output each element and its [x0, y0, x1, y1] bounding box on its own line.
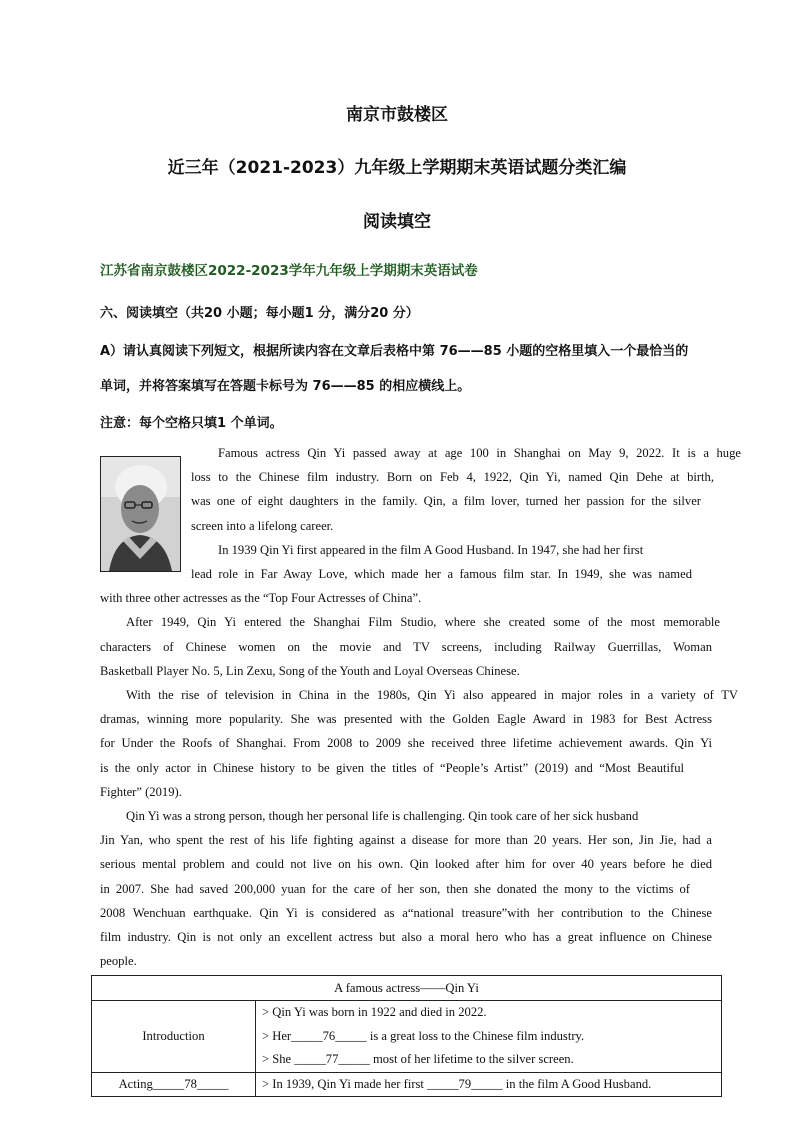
instruction-line-a: A）请认真阅读下列短文，根据所读内容在文章后表格中第 76——85 小题的空格里填入一个最恰当的: [100, 344, 689, 359]
row-label: Introduction: [92, 1001, 256, 1073]
passage-line: with three other actresses as the “Top Four Actresses of China”.: [100, 591, 422, 606]
document-title: 南京市鼓楼区: [346, 105, 448, 125]
passage-line: loss to the Chinese film industry. Born on Feb 4, 1922, Qin Yi, named Qin Dehe at birth,: [191, 470, 714, 485]
table-row: [92, 1001, 722, 1073]
table-caption: A famous actress——Qin Yi: [92, 976, 722, 1001]
passage-line: for Under the Roofs of Shanghai. From 2008 to 2009 she received three lifetime achievement awards. Qin Yi: [100, 736, 712, 751]
instruction-note: 注意：每个空格只填1 个单词。: [100, 416, 283, 431]
passage-line: was one of eight daughters in the family. Qin, a film lover, turned her passion for the silver: [191, 494, 701, 509]
passage-line: characters of Chinese women on the movie and TV screens, including Railway Guerrillas, Woman: [100, 639, 712, 654]
detail-line: > Her_____76_____ is a great loss to the Chinese film industry.: [262, 1028, 585, 1043]
row-details: [256, 1072, 722, 1097]
passage-line: screen into a lifelong career.: [191, 518, 334, 533]
detail-line: > She _____77_____ most of her lifetime to the silver screen.: [262, 1052, 574, 1066]
source-exam-title: 江苏省南京鼓楼区2022-2023学年九年级上学期期末英语试卷: [100, 263, 478, 279]
passage-line: Jin Yan, who spent the rest of his life fighting against a disease for more than 20 years. Her son, Jin Jie, had a: [100, 833, 712, 848]
passage-line: Qin Yi was a strong person, though her personal life is challenging. Qin took care of her sick husband: [126, 809, 639, 823]
passage-line: serious mental problem and could not live on his own. Qin looked after him for over 40 years before he died: [100, 857, 712, 872]
section-instruction: 六、阅读填空（共20 小题；每小题1 分，满分20 分）: [100, 306, 419, 321]
passage-line: With the rise of television in China in the 1980s, Qin Yi also appeared in major roles in a variety of TV: [126, 688, 738, 702]
document-subtitle: 近三年（2021-2023）九年级上学期期末英语试题分类汇编: [167, 158, 627, 178]
passage-line: lead role in Far Away Love, which made her a famous film star. In 1949, she was named: [191, 567, 692, 581]
detail-line: > In 1939, Qin Yi made her first _____79_____ in the film A Good Husband.: [262, 1076, 652, 1091]
summary-table: [91, 975, 722, 1097]
passage-line: dramas, winning more popularity. She was presented with the Golden Eagle Award in 1983 for Best Actress: [100, 712, 712, 727]
row-label: Acting_____78_____: [92, 1072, 256, 1097]
instruction-line-b: 单词，并将答案填写在答题卡标号为 76——85 的相应横线上。: [100, 379, 471, 394]
passage-line: After 1949, Qin Yi entered the Shanghai Film Studio, where she created some of the most memorable: [126, 615, 720, 630]
passage-line: Famous actress Qin Yi passed away at age 100 in Shanghai on May 9, 2022. It is a huge: [218, 446, 741, 460]
row-details: [256, 1001, 722, 1073]
passage-line: In 1939 Qin Yi first appeared in the film A Good Husband. In 1947, she had her first: [218, 542, 644, 557]
detail-line: > Qin Yi was born in 1922 and died in 2022.: [262, 1005, 487, 1019]
section-heading: 阅读填空: [363, 212, 431, 232]
table-row: [92, 1072, 722, 1097]
passage-line: film industry. Qin is not only an excellent actress but also a moral hero who has a great influence on Chinese: [100, 930, 712, 944]
passage-line: is the only actor in Chinese history to be given the titles of “People’s Artist” (2019) and “Most Beautiful: [100, 760, 684, 775]
passage-line: Basketball Player No. 5, Lin Zexu, Song of the Youth and Loyal Overseas Chinese.: [100, 663, 520, 678]
passage-line: 2008 Wenchuan earthquake. Qin Yi is considered as a“national treasure”with her contribution to the Chinese: [100, 905, 712, 920]
portrait-photo: [100, 456, 181, 572]
passage-line: people.: [100, 954, 137, 969]
passage-line: in 2007. She had saved 200,000 yuan for the care of her son, then she donated the mony to the victims of: [100, 881, 690, 896]
passage-line: Fighter” (2019).: [100, 784, 182, 799]
